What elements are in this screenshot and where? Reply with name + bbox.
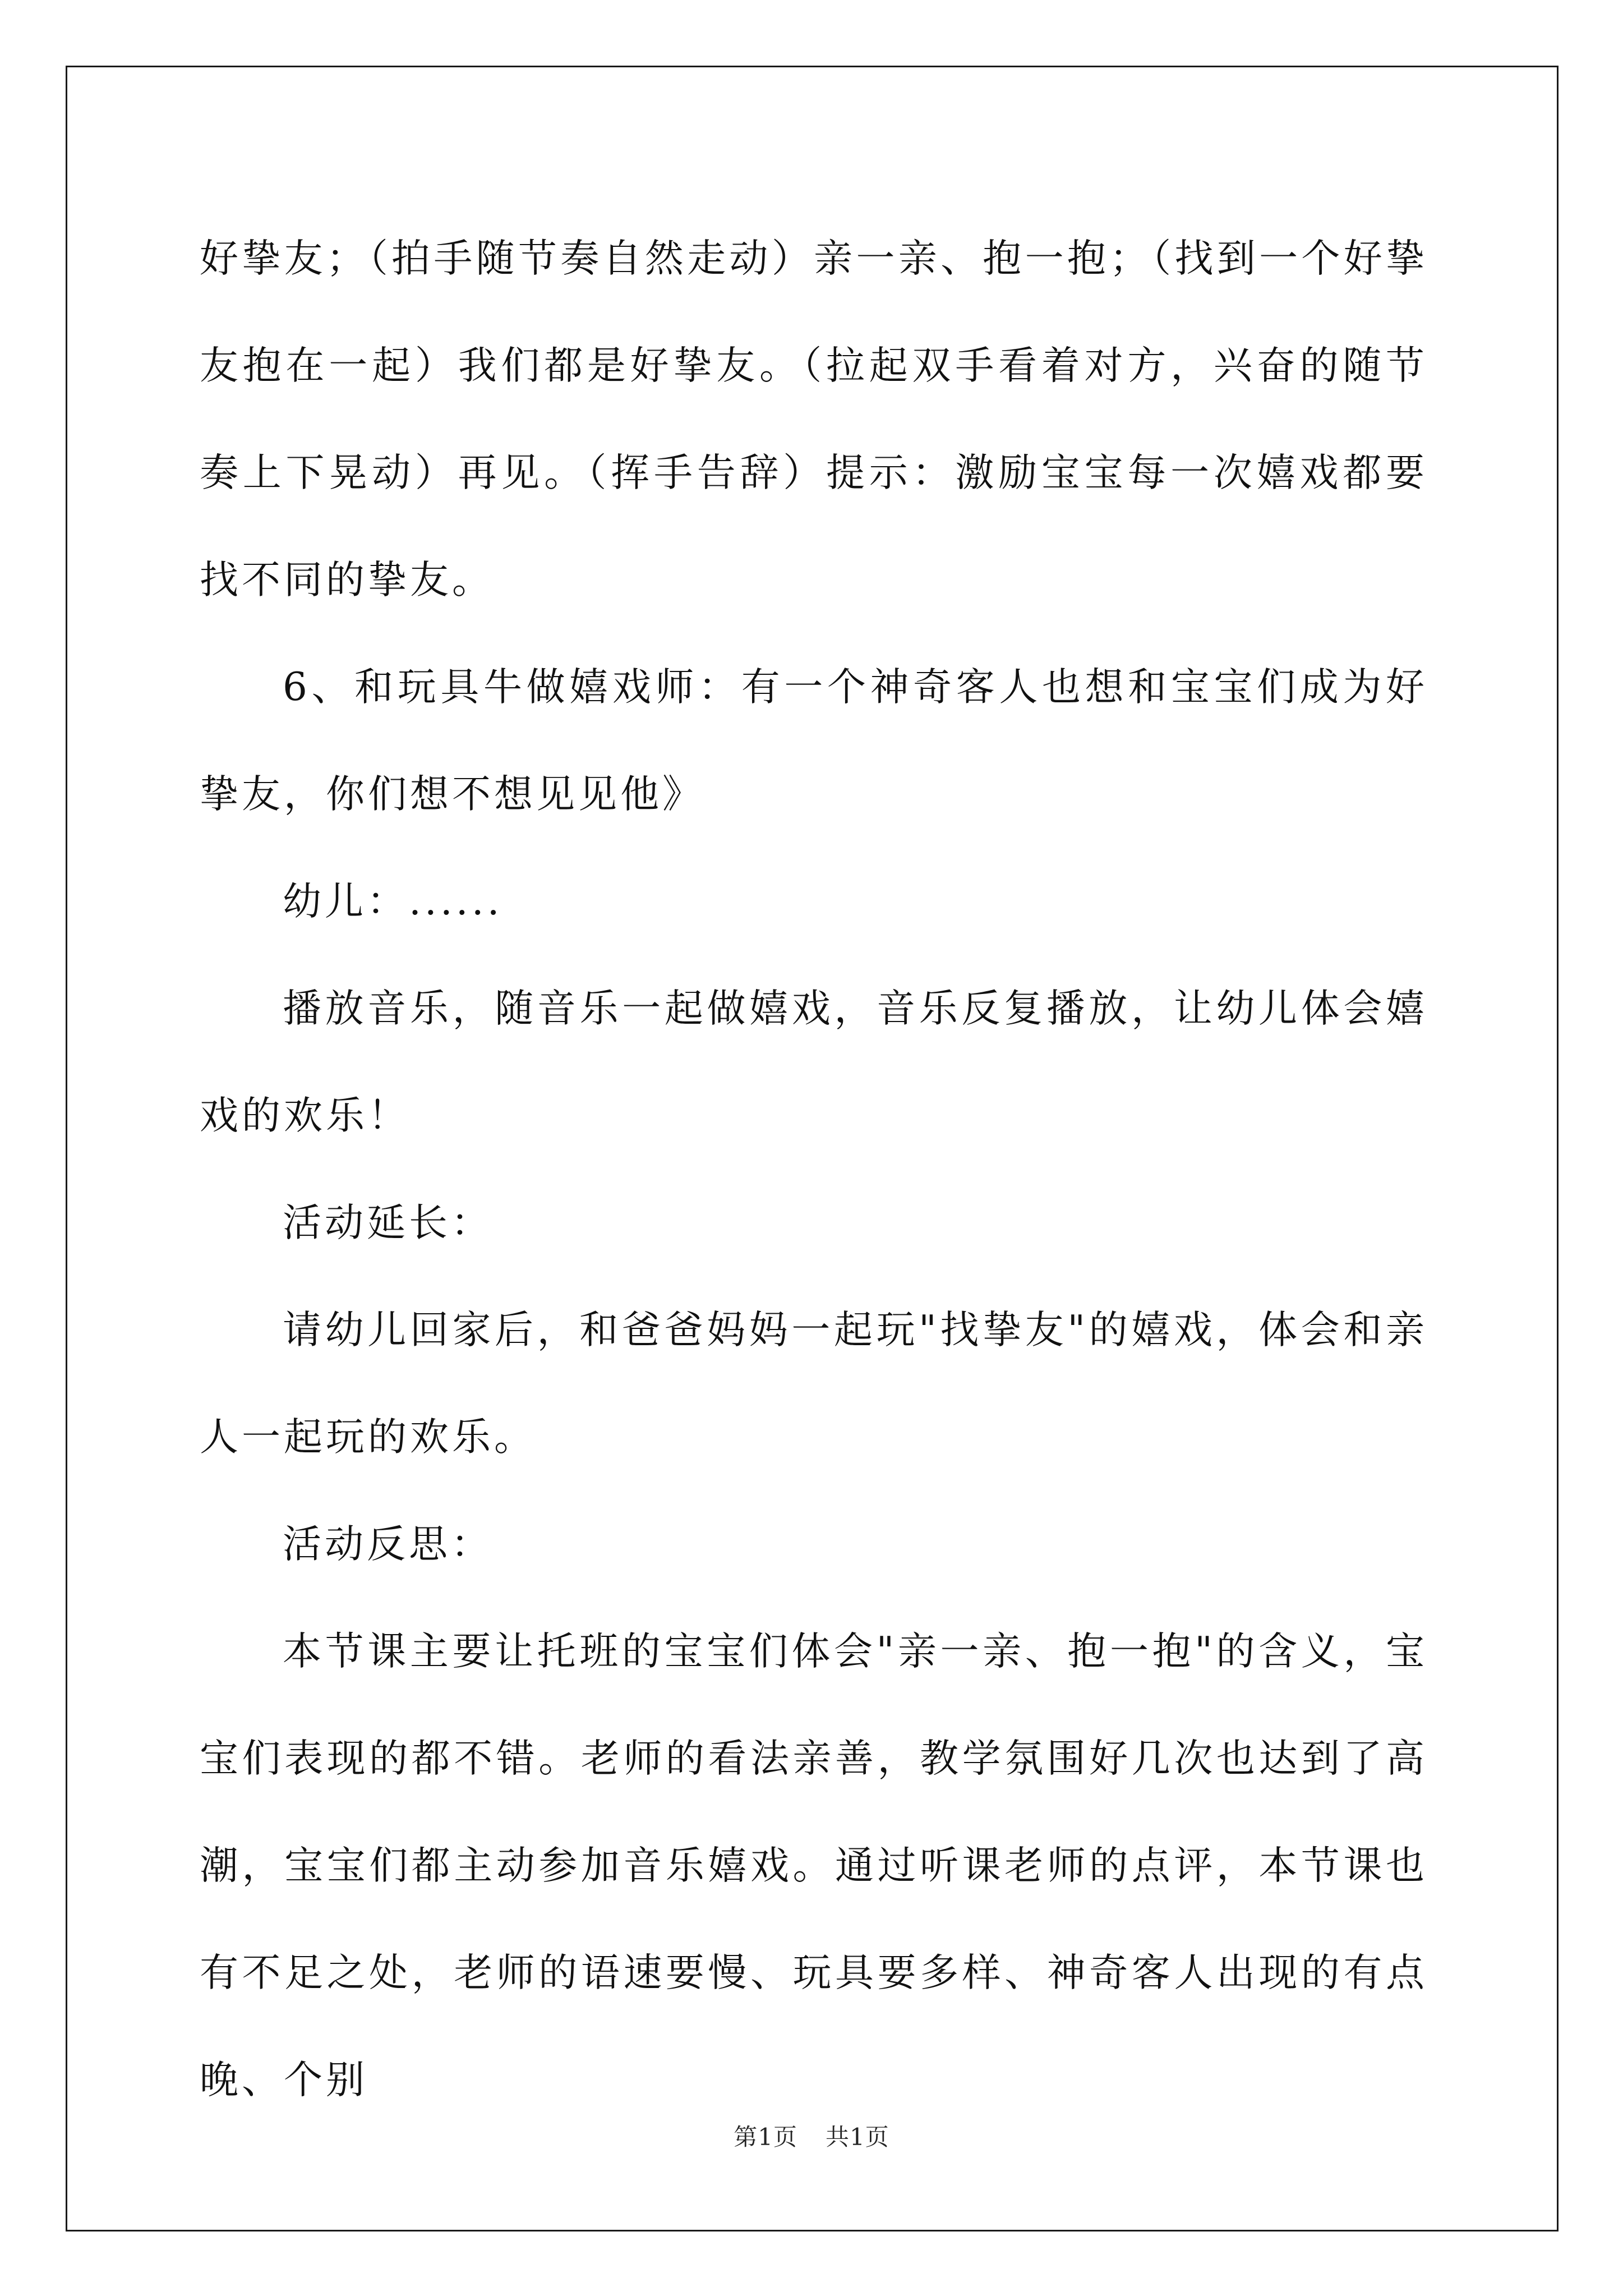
paragraph-8: 本节课主要让托班的宝宝们体会"亲一亲、抱一抱"的含义，宝宝们表现的都不错。老师的看法亲善，教学氛围好几次也达到了高潮，宝宝们都主动参加音乐嬉戏。通过听课老师的点评，本节课也有不足之处，老师的语速要慢、玩具要多样、神奇客人出现的有点晚、个别: [200, 1629, 1428, 2102]
section-heading-reflection: 活动反思：: [283, 1522, 493, 1567]
section-heading-extension: 活动延长：: [283, 1200, 493, 1245]
document-body: [200, 205, 1428, 2134]
paragraph-4: 播放音乐，随音乐一起做嬉戏，音乐反复播放，让幼儿体会嬉戏的欢乐！: [200, 986, 1428, 1138]
paragraph-2: 6、和玩具牛做嬉戏师：有一个神奇客人也想和宝宝们成为好挚友，你们想不想见见他》: [200, 665, 1428, 817]
page-footer: [0, 2120, 1623, 2154]
paragraph-6: 请幼儿回家后，和爸爸妈妈一起玩"找挚友"的嬉戏，体会和亲人一起玩的欢乐。: [200, 1308, 1428, 1460]
page-number: 第1页: [734, 2123, 797, 2151]
paragraph-1: 好挚友；（拍手随节奏自然走动）亲一亲、抱一抱；（找到一个好挚友抱在一起）我们都是好挚友。（拉起双手看着对方，兴奋的随节奏上下晃动）再见。（挥手告辞）提示：激励宝宝每一次嬉戏都要找不同的挚友。: [200, 236, 1428, 602]
page-total: 共1页: [826, 2123, 889, 2151]
paragraph-3: 幼儿：......: [283, 879, 503, 924]
